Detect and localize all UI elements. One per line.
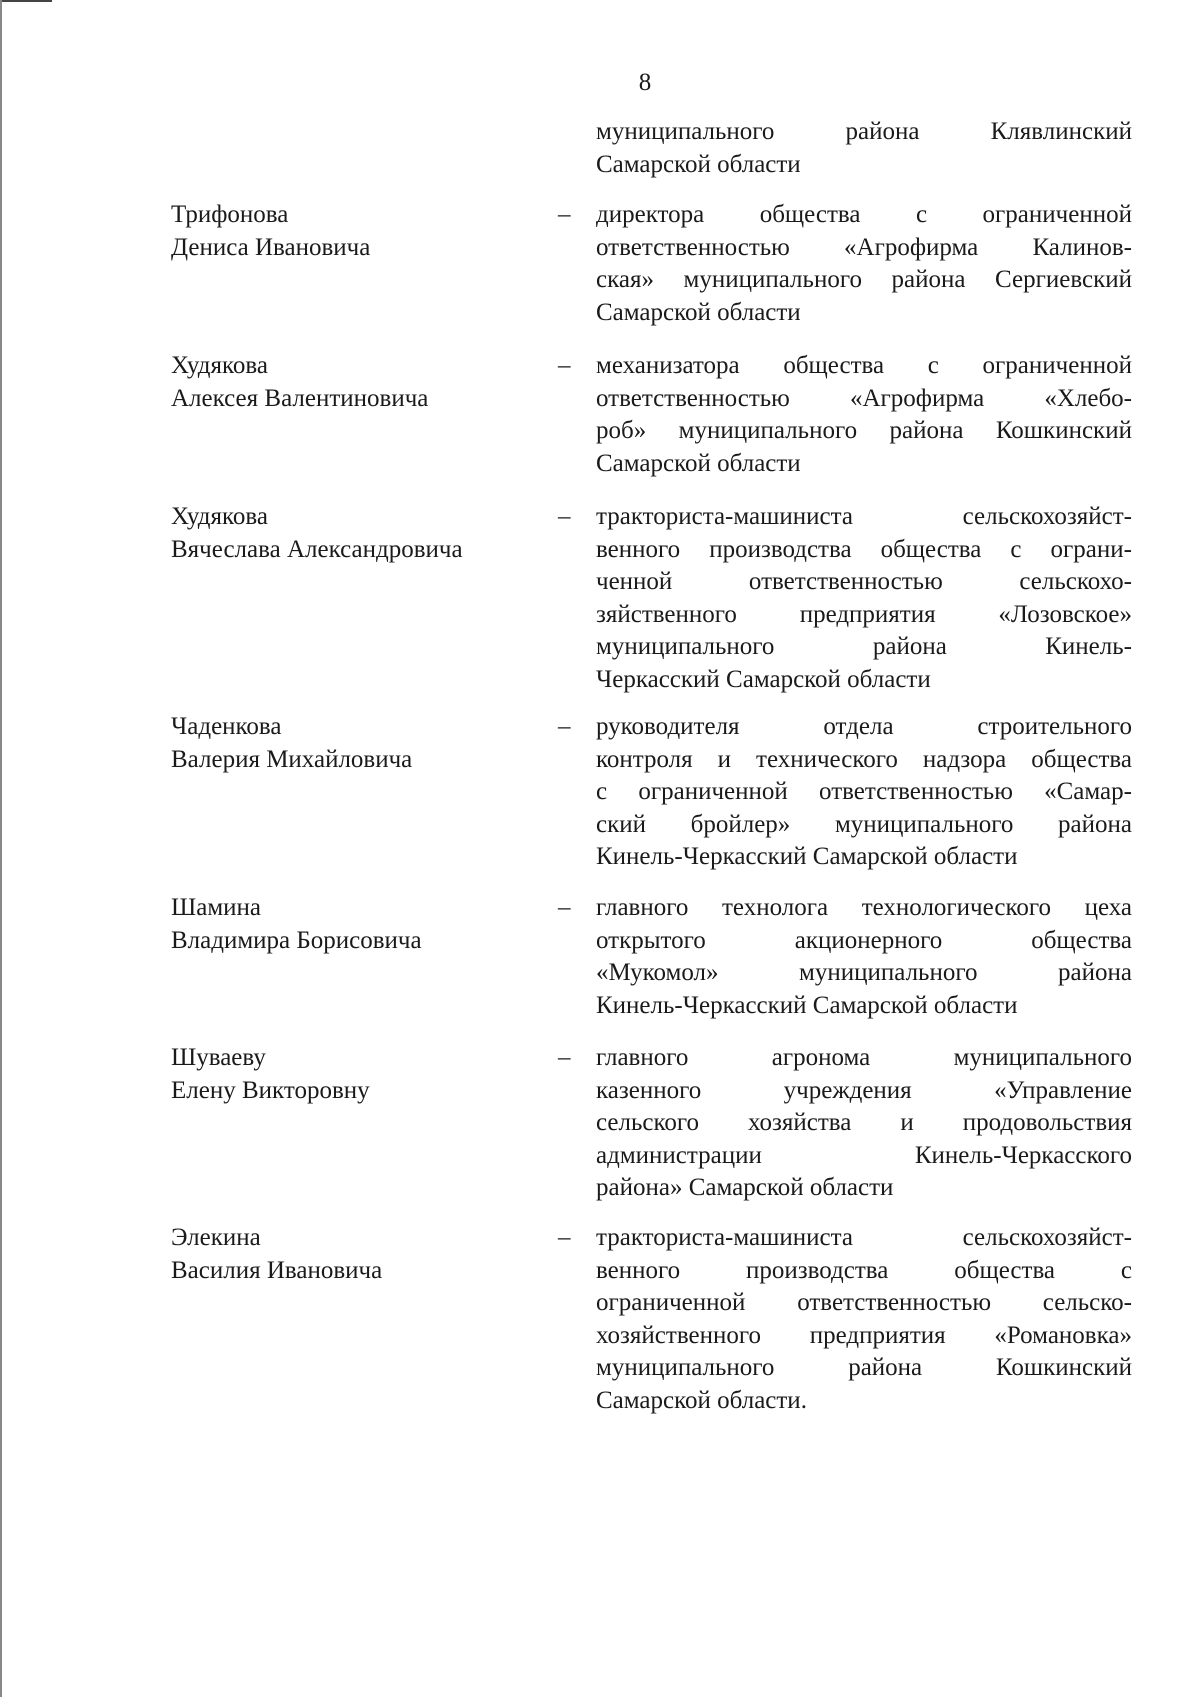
word: технологического xyxy=(861,894,1051,921)
word: района xyxy=(891,266,966,293)
text-line xyxy=(596,1255,1132,1288)
text-line xyxy=(596,809,1132,842)
page-edge-line xyxy=(0,0,2,1697)
person-name xyxy=(171,892,551,957)
word: ответственностью xyxy=(748,568,943,595)
surname: Худякова xyxy=(171,503,268,530)
text-line xyxy=(596,925,1132,958)
word: производства xyxy=(746,1256,889,1284)
word: «Самар- xyxy=(1044,778,1132,805)
position-description xyxy=(596,199,1132,329)
surname: Шамина xyxy=(171,894,261,921)
word: венного xyxy=(596,1256,681,1284)
word: общества xyxy=(1031,745,1132,773)
person-name xyxy=(171,711,551,776)
word: ограниченной xyxy=(982,201,1132,228)
word: Клявлинский xyxy=(990,118,1132,145)
word: Сергиевский xyxy=(995,266,1132,293)
text-line xyxy=(596,711,1132,744)
word: Калинов- xyxy=(1032,233,1132,261)
word: роб» xyxy=(596,417,647,444)
word: Кошкинский xyxy=(995,417,1132,444)
word: «Хлебо- xyxy=(1044,384,1132,412)
text-line: Самарской области xyxy=(596,150,801,178)
word: хозяйства xyxy=(747,1109,852,1136)
word: агронома xyxy=(771,1044,871,1071)
text-line xyxy=(596,534,1132,567)
separator-dash: – xyxy=(558,894,571,921)
word: Кошкинский xyxy=(995,1354,1132,1381)
word: механизатора xyxy=(596,352,740,379)
position-description xyxy=(596,892,1132,1022)
word: руководителя xyxy=(596,713,740,740)
text-line xyxy=(596,1352,1132,1385)
text-line xyxy=(596,631,1132,664)
word: района xyxy=(1058,959,1132,986)
given-name-patronymic: Валерия Михайловича xyxy=(171,745,413,773)
word: ограниченной xyxy=(638,778,788,805)
word: администрации xyxy=(596,1141,762,1169)
word: акционерного xyxy=(794,926,943,954)
word: района xyxy=(845,118,920,145)
text-line xyxy=(596,264,1132,297)
word: ответственностью xyxy=(596,384,790,412)
given-name-patronymic: Елену Викторовну xyxy=(171,1076,370,1104)
word: отдела xyxy=(823,713,894,740)
separator-dash: – xyxy=(558,713,571,740)
person-name xyxy=(171,1222,551,1287)
continued-position-text xyxy=(596,116,1132,181)
word: сельскохо- xyxy=(1019,568,1132,595)
text-line: Кинель-Черкасский Самарской области xyxy=(596,843,1018,870)
separator-dash: – xyxy=(558,352,571,379)
word: ская» xyxy=(596,266,654,293)
word: технического xyxy=(756,745,898,773)
word: с xyxy=(596,778,608,805)
word: с xyxy=(1010,535,1022,563)
given-name-patronymic: Дениса Ивановича xyxy=(171,233,371,261)
word: с xyxy=(927,352,939,379)
separator-dash: – xyxy=(558,1044,571,1071)
word: контроля xyxy=(596,745,693,773)
word: директора xyxy=(596,201,705,228)
word: и xyxy=(900,1109,914,1136)
word: учреждения xyxy=(783,1076,912,1104)
position-description xyxy=(596,350,1132,480)
text-line xyxy=(596,892,1132,925)
word: района xyxy=(1058,810,1132,838)
word: сельско- xyxy=(1042,1289,1132,1316)
word: сельскохозяйст- xyxy=(962,1224,1132,1251)
page-edge-mark xyxy=(0,0,52,2)
text-line xyxy=(596,199,1132,232)
word: общества xyxy=(759,201,861,228)
separator-dash: – xyxy=(558,1224,571,1251)
word: ский xyxy=(596,810,646,838)
text-line xyxy=(596,1140,1132,1173)
surname: Шуваеву xyxy=(171,1044,266,1071)
word: сельскохозяйст- xyxy=(962,503,1132,530)
word: цеха xyxy=(1084,894,1132,921)
word: муниципального xyxy=(678,417,858,444)
word: Кинель-Черкасского xyxy=(914,1141,1132,1169)
word: общества xyxy=(880,535,982,563)
word: муниципального xyxy=(834,810,1014,838)
word: продовольствия xyxy=(962,1109,1132,1136)
word: общества xyxy=(954,1256,1056,1284)
position-description xyxy=(596,501,1132,696)
word: муниципального xyxy=(799,959,978,986)
surname: Трифонова xyxy=(171,201,289,228)
text-line xyxy=(596,566,1132,599)
text-line xyxy=(596,1042,1132,1075)
word: района xyxy=(889,417,964,444)
word: главного xyxy=(596,894,689,921)
text-line xyxy=(596,350,1132,383)
surname: Элекина xyxy=(171,1224,261,1251)
word: общества xyxy=(1031,926,1132,954)
given-name-patronymic: Алексея Валентиновича xyxy=(171,384,429,412)
text-line xyxy=(596,1287,1132,1320)
word: венного xyxy=(596,535,681,563)
word: зяйственного xyxy=(596,600,737,628)
word: ограни- xyxy=(1050,535,1132,563)
position-description xyxy=(596,1042,1132,1205)
word: строительного xyxy=(977,713,1132,740)
word: муниципального xyxy=(683,266,862,293)
word: с xyxy=(915,201,928,228)
text-line xyxy=(596,744,1132,777)
text-line: Самарской области xyxy=(596,449,801,477)
text-line: района» Самарской области xyxy=(596,1174,894,1201)
word: предприятия xyxy=(799,600,936,628)
word: и xyxy=(717,745,732,773)
text-line xyxy=(596,957,1132,990)
separator-dash: – xyxy=(558,503,571,530)
word: Кинель- xyxy=(1045,633,1132,660)
word: муниципального xyxy=(596,118,775,145)
word: ограниченной xyxy=(596,1289,746,1316)
text-line xyxy=(596,116,1132,149)
person-name xyxy=(171,501,551,566)
word: надзора xyxy=(922,745,1007,773)
word: открытого xyxy=(596,926,706,954)
text-line xyxy=(596,1107,1132,1140)
word: главного xyxy=(596,1044,689,1071)
word: района xyxy=(872,633,947,660)
word: ограниченной xyxy=(982,352,1132,379)
position-description xyxy=(596,711,1132,874)
person-name xyxy=(171,350,551,415)
surname: Худякова xyxy=(171,352,268,379)
word: «Мукомол» xyxy=(596,959,719,986)
word: производства xyxy=(709,535,852,563)
word: ченной xyxy=(596,568,673,595)
given-name-patronymic: Владимира Борисовича xyxy=(171,926,422,954)
word: «Романовка» xyxy=(994,1321,1132,1349)
word: тракториста-машиниста xyxy=(596,503,853,530)
text-line xyxy=(596,1320,1132,1353)
word: предприятия xyxy=(809,1321,946,1349)
person-name xyxy=(171,1042,551,1107)
page-number: 8 xyxy=(638,69,652,96)
word: тракториста-машиниста xyxy=(596,1224,853,1251)
given-name-patronymic: Вячеслава Александровича xyxy=(171,535,463,563)
text-line: Самарской области xyxy=(596,298,801,326)
word: муниципального xyxy=(596,633,775,660)
word: хозяйственного xyxy=(596,1321,761,1349)
word: с xyxy=(1120,1256,1132,1284)
surname: Чаденкова xyxy=(171,713,282,740)
text-line xyxy=(596,1222,1132,1255)
word: общества xyxy=(783,352,885,379)
word: бройлер» xyxy=(690,810,791,838)
word: муниципального xyxy=(596,1354,775,1381)
text-line xyxy=(596,599,1132,632)
word: «Агрофирма xyxy=(844,233,979,261)
word: «Управление xyxy=(994,1076,1132,1104)
text-line xyxy=(596,501,1132,534)
person-name xyxy=(171,199,551,264)
word: «Агрофирма xyxy=(849,384,985,412)
text-line: Черкасский Самарской области xyxy=(596,665,931,693)
word: ответственностью xyxy=(819,778,1013,805)
text-line xyxy=(596,1075,1132,1108)
word: ответственностью xyxy=(797,1289,992,1316)
text-line: Самарской области. xyxy=(596,1386,807,1414)
word: ответственностью xyxy=(596,233,790,261)
separator-dash: – xyxy=(558,201,571,228)
text-line xyxy=(596,776,1132,809)
text-line: Кинель-Черкасский Самарской области xyxy=(596,991,1018,1019)
word: муниципального xyxy=(953,1044,1132,1071)
text-line xyxy=(596,383,1132,416)
word: «Лозовское» xyxy=(998,600,1132,628)
word: сельского xyxy=(596,1109,699,1136)
position-description xyxy=(596,1222,1132,1417)
word: района xyxy=(848,1354,923,1381)
text-line xyxy=(596,232,1132,265)
word: технолога xyxy=(722,894,829,921)
text-line xyxy=(596,415,1132,448)
given-name-patronymic: Василия Ивановича xyxy=(171,1256,383,1284)
word: казенного xyxy=(596,1076,702,1104)
